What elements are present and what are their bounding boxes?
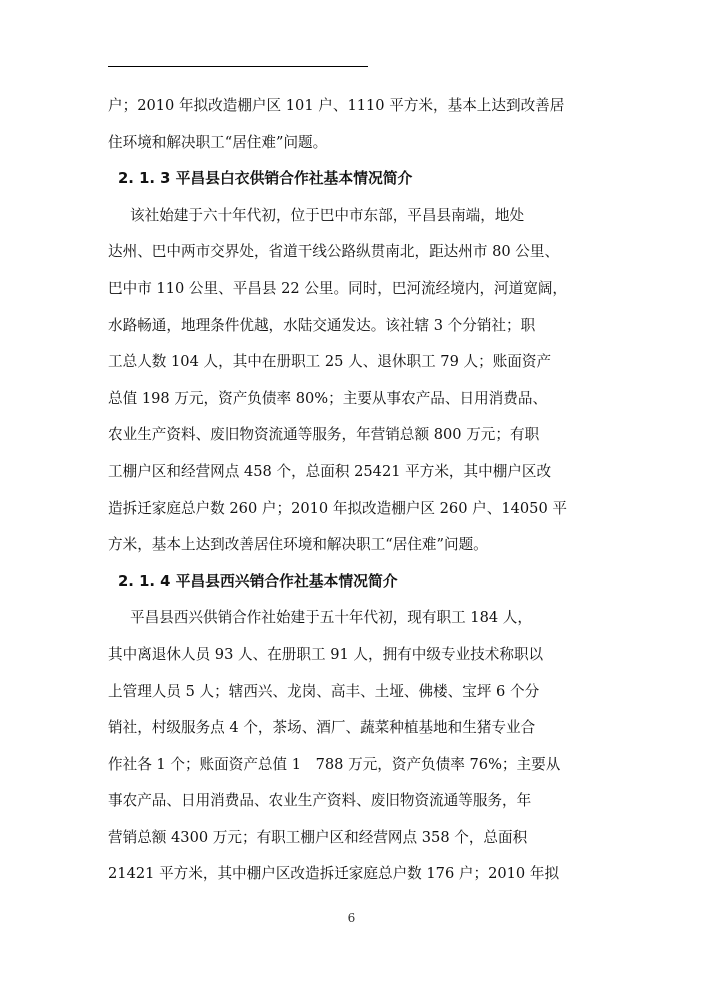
body-line: 方米，基本上达到改善居住环境和解决职工“居住难”问题。 xyxy=(108,536,488,554)
body-line: 上管理人员 5 人；辖西兴、龙岗、高丰、土垭、佛楼、宝坪 6 个分 xyxy=(108,682,540,700)
body-line: 其中离退休人员 93 人、在册职工 91 人，拥有中级专业技术称职以 xyxy=(108,645,544,663)
section-heading-2-1-3: 2. 1. 3 平昌县白衣供销合作社基本情况简介 xyxy=(118,170,413,188)
paragraph-start: 平昌县西兴供销合作社始建于五十年代初，现有职工 184 人， xyxy=(130,609,532,627)
body-line: 工总人数 104 人，其中在册职工 25 人、退休职工 79 人；账面资产 xyxy=(108,353,552,371)
paragraph-start: 该社始建于六十年代初，位于巴中市东部，平昌县南端，地处 xyxy=(130,206,525,224)
body-line: 事农产品、日用消费品、农业生产资料、废旧物资流通等服务，年 xyxy=(108,792,532,810)
body-line: 工棚户区和经营网点 458 个，总面积 25421 平方米，其中棚户区改 xyxy=(108,462,552,480)
body-line: 农业生产资料、废旧物资流通等服务，年营销总额 800 万元；有职 xyxy=(108,426,540,444)
body-line: 达州、巴中两市交界处，省道干线公路纵贯南北，距达州市 80 公里、 xyxy=(108,243,560,261)
body-line: 巴中市 110 公里、平昌县 22 公里。同时，巴河流经境内，河道宽阔， xyxy=(108,279,568,297)
body-line: 作社各 1 个；账面资产总值 1 788 万元，资产负债率 76%；主要从 xyxy=(108,755,561,773)
header-rule xyxy=(108,66,368,67)
body-line: 销社，村级服务点 4 个，茶场、酒厂、蔬菜种植基地和生猪专业合 xyxy=(108,719,536,737)
body-line: 21421 平方米，其中棚户区改造拆迁家庭总户数 176 户；2010 年拟 xyxy=(108,865,560,883)
body-line: 住环境和解决职工“居住难”问题。 xyxy=(108,133,328,151)
section-heading-2-1-4: 2. 1. 4 平昌县西兴销合作社基本情况简介 xyxy=(118,572,398,590)
body-line: 水路畅通，地理条件优越，水陆交通发达。该社辖 3 个分销社；职 xyxy=(108,316,536,334)
page-number: 6 xyxy=(347,911,356,925)
body-line: 总值 198 万元，资产负债率 80%；主要从事农产品、日用消费品、 xyxy=(108,389,548,407)
body-line: 营销总额 4300 万元；有职工棚户区和经营网点 358 个，总面积 xyxy=(108,828,528,846)
body-line: 造拆迁家庭总户数 260 户；2010 年拟改造棚户区 260 户、14050 平 xyxy=(108,499,567,517)
body-line: 户；2010 年拟改造棚户区 101 户、1110 平方米，基本上达到改善居 xyxy=(108,97,565,114)
document-body xyxy=(108,88,608,893)
